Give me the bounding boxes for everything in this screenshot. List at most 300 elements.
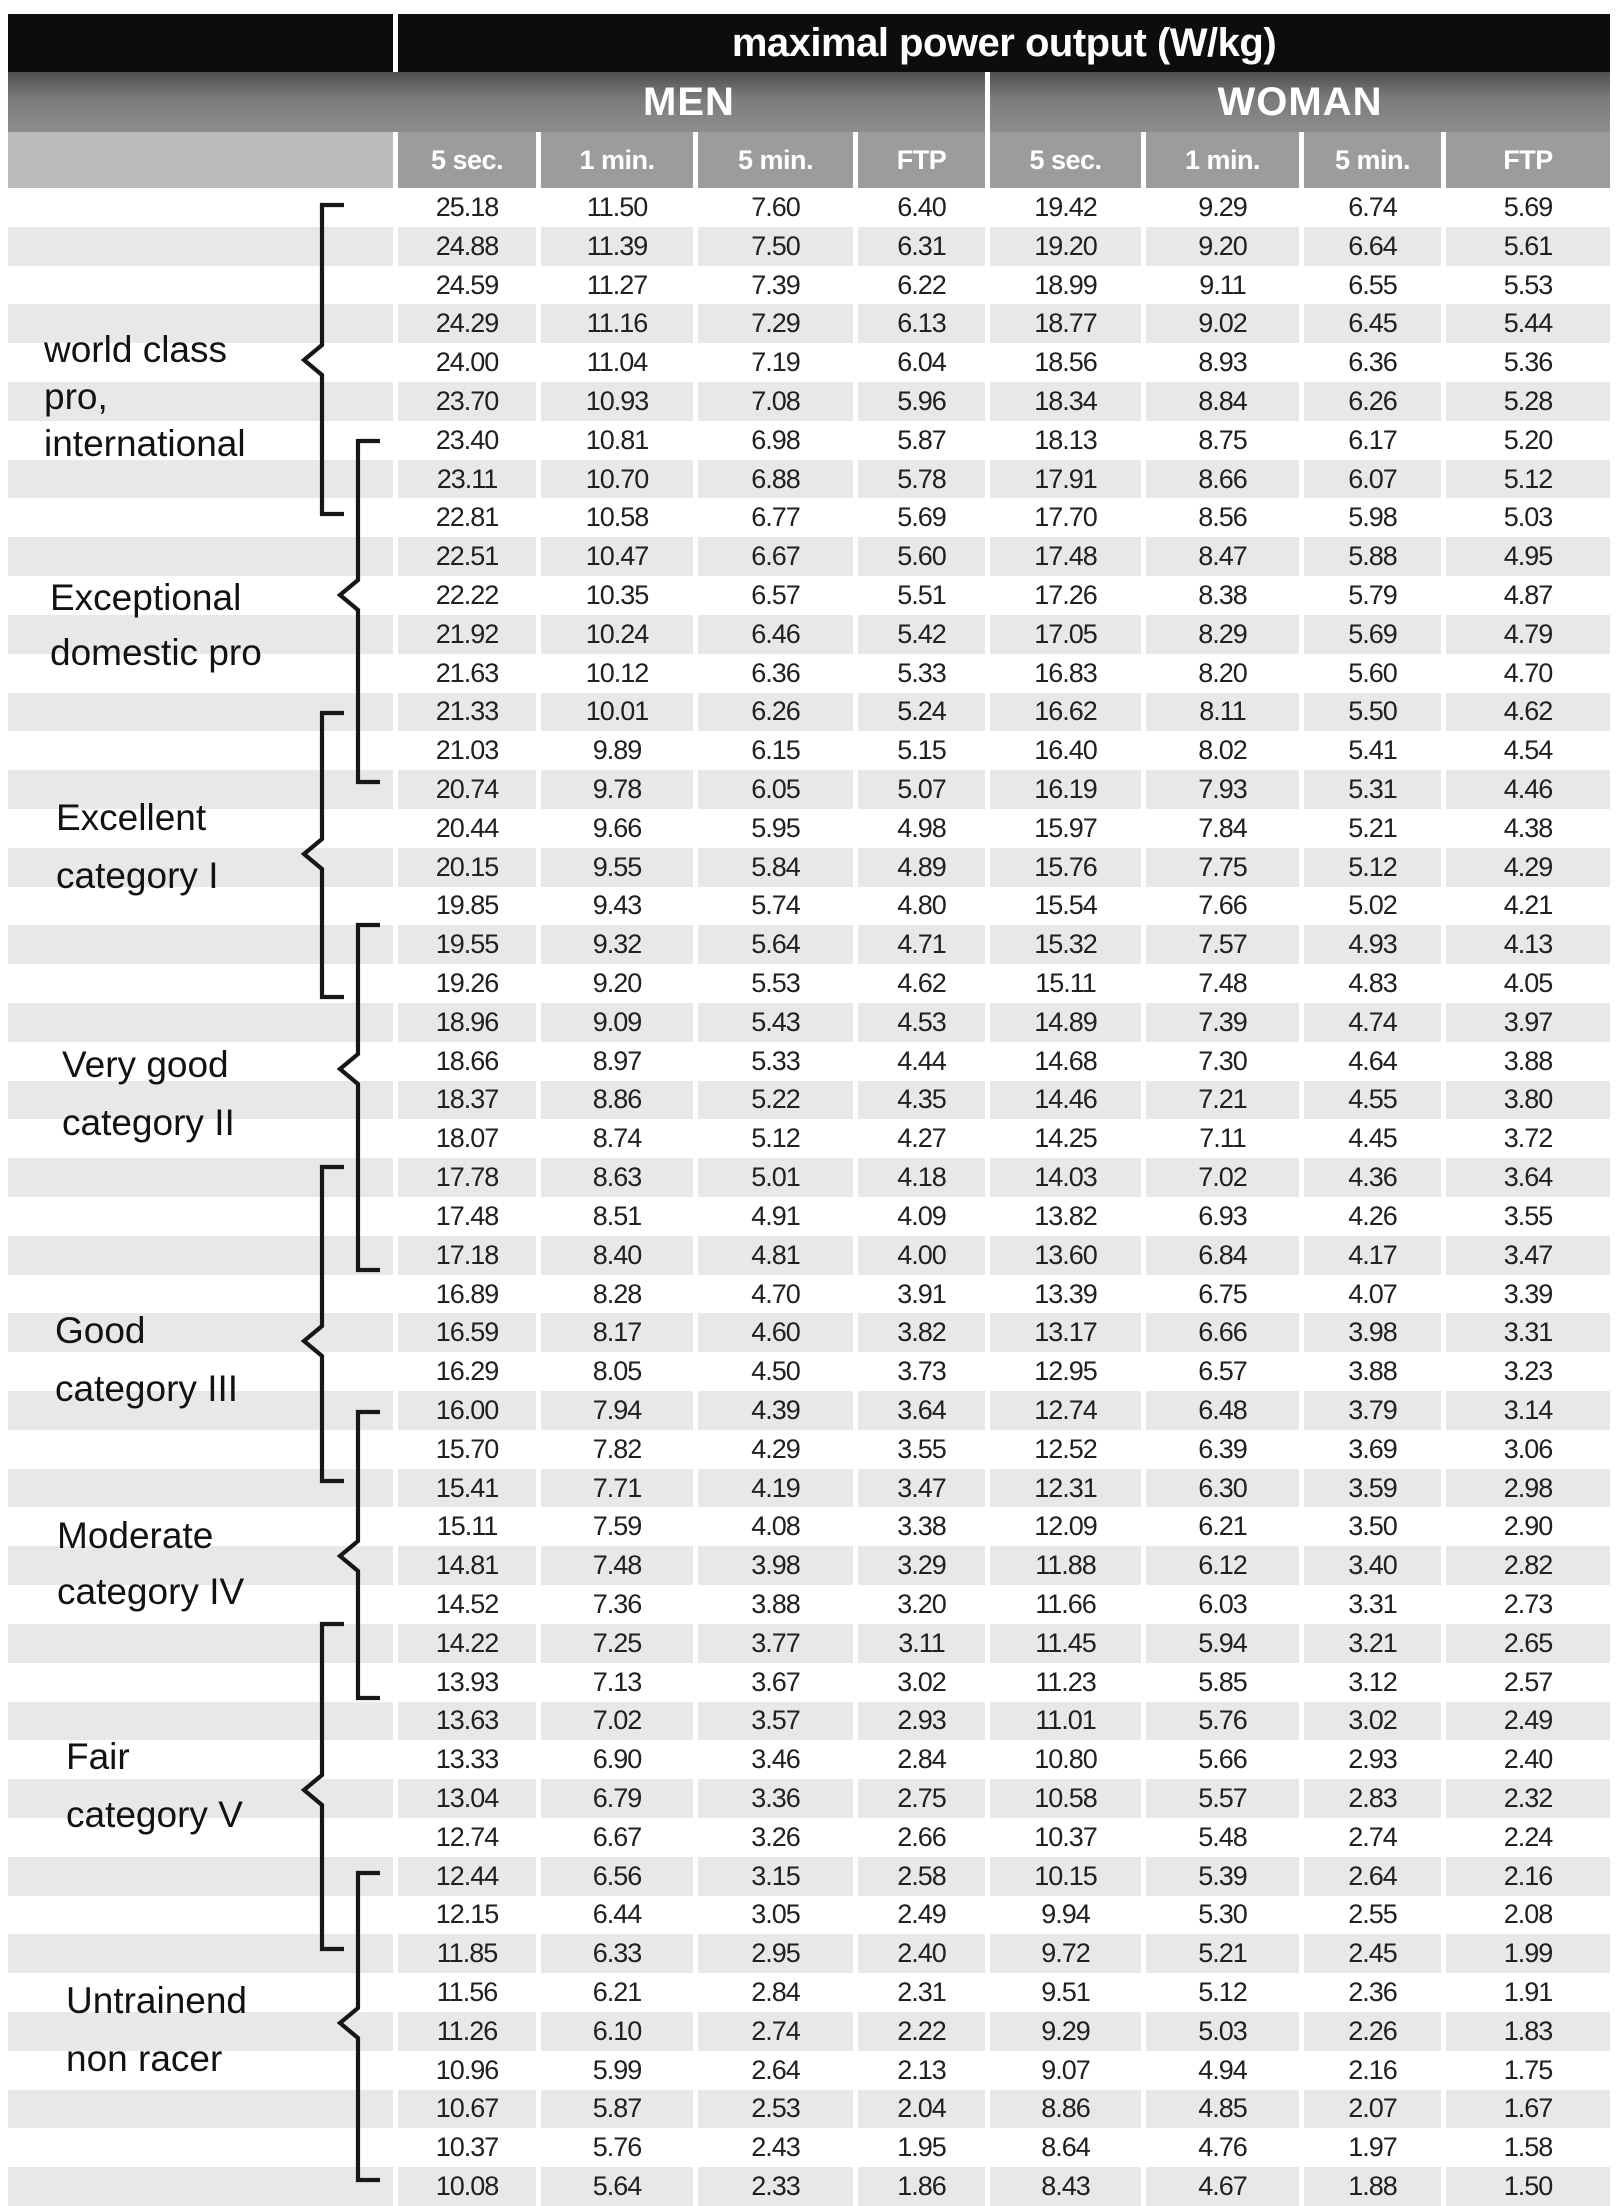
- value-cell: 14.68: [1034, 1045, 1097, 1076]
- value-cell: 14.52: [435, 1588, 499, 1619]
- table-row: [8, 1740, 1610, 1779]
- value-cell: 11.39: [541, 227, 693, 266]
- value-cell: 5.60: [1348, 657, 1397, 688]
- value-cell: 6.05: [698, 770, 853, 809]
- value-cell: 6.22: [897, 269, 946, 300]
- table-row: [8, 1197, 1610, 1236]
- table-row: [8, 1313, 1610, 1352]
- value-cell: 7.02: [541, 1702, 693, 1741]
- value-cell: 4.44: [897, 1045, 946, 1076]
- value-cell: 5.98: [1348, 502, 1397, 533]
- value-cell: 16.83: [1034, 657, 1097, 688]
- value-cell: 18.56: [1034, 347, 1097, 378]
- value-cell: 21.03: [435, 735, 499, 766]
- value-cell: 14.25: [1034, 1123, 1097, 1154]
- value-cell: 12.15: [435, 1899, 499, 1930]
- value-cell: 11.04: [586, 347, 648, 378]
- value-cell: 6.57: [751, 579, 800, 610]
- value-cell: 4.35: [858, 1081, 985, 1120]
- value-cell: 10.24: [541, 615, 693, 654]
- value-cell: 4.27: [897, 1123, 946, 1154]
- group-header-men: MEN: [8, 72, 985, 132]
- value-cell: 8.28: [592, 1278, 642, 1309]
- value-cell: 8.47: [1146, 537, 1299, 576]
- value-cell: 4.81: [698, 1236, 853, 1275]
- value-cell: 3.47: [858, 1469, 985, 1508]
- value-cell: 14.81: [398, 1546, 536, 1585]
- value-cell: 18.66: [435, 1045, 499, 1076]
- table-row: [8, 188, 1610, 227]
- category-label-line: category III: [55, 1368, 239, 1409]
- value-cell: 8.86: [990, 2090, 1141, 2129]
- table-row: [8, 2167, 1610, 2206]
- value-cell: 10.81: [585, 424, 649, 455]
- value-cell: 5.48: [1198, 1821, 1247, 1852]
- value-cell: 6.90: [592, 1744, 642, 1775]
- row-gutter-cell: [8, 2090, 393, 2129]
- value-cell: 5.03: [1146, 2012, 1299, 2051]
- value-cell: 24.59: [435, 269, 499, 300]
- value-cell: 4.70: [751, 1278, 800, 1309]
- value-cell: 19.42: [1034, 191, 1097, 222]
- table-row: [8, 266, 1610, 305]
- value-cell: 1.95: [897, 2132, 946, 2163]
- value-cell: 2.95: [698, 1934, 853, 1973]
- value-cell: 10.70: [541, 460, 693, 499]
- value-cell: 4.38: [1503, 812, 1553, 843]
- value-cell: 6.36: [751, 657, 800, 688]
- value-cell: 7.71: [541, 1469, 693, 1508]
- value-cell: 2.16: [1348, 2054, 1397, 2085]
- value-cell: 6.44: [592, 1899, 642, 1930]
- table-row: [8, 2090, 1610, 2129]
- value-cell: 10.58: [585, 502, 649, 533]
- row-gutter-cell: [8, 2167, 393, 2206]
- value-cell: 5.30: [1198, 1899, 1247, 1930]
- value-cell: 13.33: [435, 1744, 499, 1775]
- value-cell: 1.50: [1446, 2167, 1610, 2206]
- value-cell: 2.75: [858, 1779, 985, 1818]
- value-cell: 10.58: [990, 1779, 1141, 1818]
- value-cell: 7.08: [698, 382, 853, 421]
- category-label-line: Untrainend: [66, 1980, 248, 2021]
- column-header-woman-5min: 5 min.: [1304, 132, 1441, 188]
- value-cell: 5.78: [858, 460, 985, 499]
- value-cell: 22.22: [435, 579, 499, 610]
- value-cell: 5.21: [1146, 1934, 1299, 1973]
- value-cell: 8.56: [1198, 502, 1247, 533]
- category-label-line: Good: [55, 1310, 146, 1351]
- value-cell: 8.75: [1198, 424, 1247, 455]
- value-cell: 12.74: [990, 1391, 1141, 1430]
- value-cell: 10.37: [1034, 1821, 1097, 1852]
- value-cell: 4.18: [858, 1158, 985, 1197]
- value-cell: 6.04: [897, 347, 946, 378]
- value-cell: 11.88: [990, 1546, 1141, 1585]
- table-row: [8, 2012, 1610, 2051]
- value-cell: 3.29: [858, 1546, 985, 1585]
- value-cell: 5.88: [1304, 537, 1441, 576]
- value-cell: 17.18: [398, 1236, 536, 1275]
- value-cell: 4.50: [751, 1356, 800, 1387]
- value-cell: 4.94: [1198, 2054, 1247, 2085]
- value-cell: 2.53: [698, 2090, 853, 2129]
- value-cell: 2.82: [1446, 1546, 1610, 1585]
- table-row: [8, 2128, 1610, 2167]
- value-cell: 3.91: [897, 1278, 946, 1309]
- value-cell: 4.79: [1446, 615, 1610, 654]
- value-cell: 22.51: [398, 537, 536, 576]
- value-cell: 3.82: [858, 1313, 985, 1352]
- value-cell: 15.54: [1034, 890, 1097, 921]
- value-cell: 7.39: [1146, 1003, 1299, 1042]
- value-cell: 5.01: [698, 1158, 853, 1197]
- value-cell: 4.89: [858, 848, 985, 887]
- table-row: [8, 848, 1610, 887]
- value-cell: 6.93: [1198, 1200, 1247, 1231]
- value-cell: 10.67: [398, 2090, 536, 2129]
- page-title: maximal power output (W/kg): [398, 14, 1610, 72]
- value-cell: 17.05: [990, 615, 1141, 654]
- value-cell: 5.84: [698, 848, 853, 887]
- value-cell: 10.93: [541, 382, 693, 421]
- value-cell: 10.12: [585, 657, 649, 688]
- value-cell: 6.98: [751, 424, 800, 455]
- column-header-bar: [8, 132, 1610, 188]
- value-cell: 12.95: [1034, 1356, 1097, 1387]
- value-cell: 20.44: [435, 812, 499, 843]
- value-cell: 6.36: [1348, 347, 1397, 378]
- value-cell: 9.29: [1198, 191, 1247, 222]
- column-header-men-ftp: FTP: [858, 132, 985, 188]
- value-cell: 11.01: [990, 1702, 1141, 1741]
- value-cell: 9.55: [541, 848, 693, 887]
- row-gutter-cell: [8, 1236, 393, 1275]
- value-cell: 21.63: [435, 657, 499, 688]
- value-cell: 9.78: [541, 770, 693, 809]
- value-cell: 9.11: [1199, 269, 1246, 300]
- value-cell: 5.53: [751, 968, 800, 999]
- value-cell: 4.93: [1304, 925, 1441, 964]
- value-cell: 8.64: [1041, 2132, 1090, 2163]
- value-cell: 5.87: [541, 2090, 693, 2129]
- value-cell: 2.98: [1446, 1469, 1610, 1508]
- group-header-woman: WOMAN: [990, 72, 1610, 132]
- value-cell: 17.48: [990, 537, 1141, 576]
- value-cell: 7.21: [1146, 1081, 1299, 1120]
- value-cell: 2.49: [897, 1899, 946, 1930]
- row-gutter-cell: [8, 188, 393, 227]
- value-cell: 7.36: [592, 1588, 642, 1619]
- value-cell: 4.62: [897, 968, 946, 999]
- value-cell: 3.80: [1446, 1081, 1610, 1120]
- value-cell: 4.55: [1304, 1081, 1441, 1120]
- value-cell: 4.87: [1503, 579, 1553, 610]
- table-row: [8, 1973, 1610, 2012]
- value-cell: 6.79: [541, 1779, 693, 1818]
- value-cell: 17.91: [990, 460, 1141, 499]
- value-cell: 5.12: [1446, 460, 1610, 499]
- value-cell: 5.95: [751, 812, 800, 843]
- value-cell: 8.40: [541, 1236, 693, 1275]
- value-cell: 3.12: [1348, 1666, 1397, 1697]
- value-cell: 20.15: [398, 848, 536, 887]
- row-gutter-cell: [8, 498, 393, 537]
- value-cell: 3.31: [1348, 1588, 1397, 1619]
- value-cell: 2.22: [858, 2012, 985, 2051]
- table-row: [8, 964, 1610, 1003]
- value-cell: 4.09: [897, 1200, 946, 1231]
- value-cell: 2.40: [858, 1934, 985, 1973]
- value-cell: 7.25: [541, 1624, 693, 1663]
- value-cell: 7.50: [698, 227, 853, 266]
- value-cell: 3.26: [751, 1821, 800, 1852]
- table-row: [8, 421, 1610, 460]
- table-row: [8, 1352, 1610, 1391]
- category-label-line: international: [44, 423, 246, 464]
- value-cell: 4.17: [1304, 1236, 1441, 1275]
- table-row: [8, 343, 1610, 382]
- category-label-line: category II: [62, 1102, 235, 1143]
- value-cell: 5.79: [1348, 579, 1397, 610]
- row-gutter-cell: [8, 1857, 393, 1896]
- value-cell: 6.84: [1146, 1236, 1299, 1275]
- value-cell: 1.75: [1503, 2054, 1553, 2085]
- value-cell: 6.12: [1146, 1546, 1299, 1585]
- value-cell: 5.94: [1146, 1624, 1299, 1663]
- value-cell: 7.59: [592, 1511, 642, 1542]
- table-row: [8, 1236, 1610, 1275]
- value-cell: 6.26: [698, 693, 853, 732]
- row-gutter-cell: [8, 1430, 393, 1469]
- value-cell: 7.57: [1146, 925, 1299, 964]
- value-cell: 4.83: [1348, 968, 1397, 999]
- value-cell: 5.66: [1198, 1744, 1247, 1775]
- value-cell: 6.17: [1348, 424, 1397, 455]
- value-cell: 9.51: [1041, 1977, 1090, 2008]
- value-cell: 9.43: [592, 890, 642, 921]
- value-cell: 5.33: [751, 1045, 800, 1076]
- value-cell: 11.50: [586, 191, 648, 222]
- table-row: [8, 1818, 1610, 1857]
- row-gutter-cell: [8, 1158, 393, 1197]
- value-cell: 7.11: [1199, 1123, 1246, 1154]
- category-label: [62, 1036, 235, 1152]
- value-cell: 12.31: [990, 1469, 1141, 1508]
- table-row: [8, 1158, 1610, 1197]
- value-cell: 5.61: [1446, 227, 1610, 266]
- value-cell: 3.02: [897, 1666, 946, 1697]
- value-cell: 7.82: [592, 1433, 642, 1464]
- value-cell: 9.07: [1041, 2054, 1090, 2085]
- column-header-woman-1min: 1 min.: [1146, 132, 1299, 188]
- value-cell: 4.29: [1446, 848, 1610, 887]
- table-row: [8, 1934, 1610, 1973]
- value-cell: 4.39: [698, 1391, 853, 1430]
- value-cell: 2.57: [1503, 1666, 1553, 1697]
- table-row: [8, 1896, 1610, 1935]
- category-label-line: pro,: [44, 376, 108, 417]
- value-cell: 12.09: [1034, 1511, 1097, 1542]
- category-label-line: Fair: [66, 1736, 130, 1777]
- value-cell: 5.87: [897, 424, 946, 455]
- value-cell: 5.74: [751, 890, 800, 921]
- column-header-men-5sec: 5 sec.: [398, 132, 536, 188]
- value-cell: 2.04: [858, 2090, 985, 2129]
- value-cell: 11.45: [990, 1624, 1141, 1663]
- value-cell: 7.60: [751, 191, 800, 222]
- value-cell: 2.84: [751, 1977, 800, 2008]
- value-cell: 2.33: [698, 2167, 853, 2206]
- value-cell: 3.77: [698, 1624, 853, 1663]
- value-cell: 4.95: [1446, 537, 1610, 576]
- table-row: [8, 304, 1610, 343]
- value-cell: 3.47: [1446, 1236, 1610, 1275]
- value-cell: 10.35: [585, 579, 649, 610]
- value-cell: 5.42: [858, 615, 985, 654]
- value-cell: 3.31: [1446, 1313, 1610, 1352]
- value-cell: 4.98: [897, 812, 946, 843]
- value-cell: 7.75: [1146, 848, 1299, 887]
- value-cell: 16.29: [435, 1356, 499, 1387]
- value-cell: 6.31: [858, 227, 985, 266]
- value-cell: 5.20: [1503, 424, 1553, 455]
- value-cell: 5.69: [1304, 615, 1441, 654]
- value-cell: 6.10: [541, 2012, 693, 2051]
- value-cell: 18.37: [398, 1081, 536, 1120]
- value-cell: 5.36: [1503, 347, 1553, 378]
- value-cell: 3.55: [897, 1433, 946, 1464]
- table-row: [8, 1003, 1610, 1042]
- value-cell: 2.58: [858, 1857, 985, 1896]
- value-cell: 3.40: [1304, 1546, 1441, 1585]
- value-cell: 3.57: [698, 1702, 853, 1741]
- value-cell: 18.99: [1034, 269, 1097, 300]
- value-cell: 6.48: [1146, 1391, 1299, 1430]
- category-label: [55, 1302, 238, 1418]
- value-cell: 4.05: [1503, 968, 1553, 999]
- value-cell: 10.37: [435, 2132, 499, 2163]
- value-cell: 3.72: [1503, 1123, 1553, 1154]
- value-cell: 4.70: [1503, 657, 1553, 688]
- row-gutter-cell: [8, 1469, 393, 1508]
- value-cell: 3.88: [1503, 1045, 1553, 1076]
- table-row: [8, 2051, 1610, 2090]
- value-cell: 4.29: [751, 1433, 800, 1464]
- value-cell: 16.89: [435, 1278, 499, 1309]
- value-cell: 2.65: [1446, 1624, 1610, 1663]
- category-label: [50, 570, 262, 680]
- value-cell: 8.29: [1146, 615, 1299, 654]
- value-cell: 4.91: [751, 1200, 800, 1231]
- value-cell: 3.38: [897, 1511, 946, 1542]
- value-cell: 1.83: [1446, 2012, 1610, 2051]
- value-cell: 8.66: [1146, 460, 1299, 499]
- value-cell: 5.28: [1446, 382, 1610, 421]
- category-label-line: Exceptional: [50, 577, 242, 618]
- value-cell: 6.21: [592, 1977, 642, 2008]
- value-cell: 19.26: [435, 968, 499, 999]
- value-cell: 3.88: [751, 1588, 800, 1619]
- value-cell: 9.66: [592, 812, 642, 843]
- row-gutter-cell: [8, 2128, 393, 2167]
- table-row: [8, 1857, 1610, 1896]
- value-cell: 6.39: [1198, 1433, 1247, 1464]
- category-label-line: non racer: [66, 2038, 223, 2079]
- value-cell: 7.84: [1198, 812, 1247, 843]
- value-cell: 24.88: [398, 227, 536, 266]
- value-cell: 5.76: [1146, 1702, 1299, 1741]
- table-row: [8, 887, 1610, 926]
- value-cell: 14.46: [990, 1081, 1141, 1120]
- value-cell: 3.64: [1446, 1158, 1610, 1197]
- value-cell: 9.20: [1146, 227, 1299, 266]
- value-cell: 10.08: [398, 2167, 536, 2206]
- value-cell: 9.72: [990, 1934, 1141, 1973]
- column-header-woman-ftp: FTP: [1446, 132, 1610, 188]
- value-cell: 2.74: [698, 2012, 853, 2051]
- value-cell: 16.40: [1034, 735, 1097, 766]
- value-cell: 4.46: [1446, 770, 1610, 809]
- value-cell: 5.53: [1503, 269, 1553, 300]
- value-cell: 6.07: [1304, 460, 1441, 499]
- value-cell: 4.21: [1503, 890, 1553, 921]
- value-cell: 18.13: [1034, 424, 1097, 455]
- value-cell: 8.93: [1198, 347, 1247, 378]
- value-cell: 17.48: [435, 1200, 499, 1231]
- value-cell: 19.85: [435, 890, 499, 921]
- value-cell: 1.97: [1348, 2132, 1397, 2163]
- value-cell: 7.66: [1198, 890, 1247, 921]
- value-cell: 6.75: [1198, 1278, 1247, 1309]
- value-cell: 5.21: [1348, 812, 1397, 843]
- category-label-line: domestic pro: [50, 632, 262, 673]
- column-header-woman-5sec: 5 sec.: [990, 132, 1141, 188]
- value-cell: 3.98: [1304, 1313, 1441, 1352]
- value-cell: 3.79: [1304, 1391, 1441, 1430]
- group-header-bar: [8, 72, 1610, 132]
- value-cell: 4.07: [1348, 1278, 1397, 1309]
- table-row: [8, 382, 1610, 421]
- value-cell: 2.64: [751, 2054, 800, 2085]
- row-gutter-cell: [8, 693, 393, 732]
- value-cell: 7.30: [1198, 1045, 1247, 1076]
- value-cell: 3.06: [1503, 1433, 1553, 1464]
- value-cell: 8.74: [592, 1123, 642, 1154]
- value-cell: 6.66: [1146, 1313, 1299, 1352]
- column-header-gutter: [8, 132, 393, 188]
- value-cell: 11.23: [1035, 1666, 1096, 1697]
- value-cell: 6.03: [1198, 1588, 1247, 1619]
- value-cell: 7.02: [1146, 1158, 1299, 1197]
- value-cell: 15.70: [435, 1433, 499, 1464]
- value-cell: 11.66: [1035, 1588, 1096, 1619]
- value-cell: 16.59: [398, 1313, 536, 1352]
- value-cell: 24.00: [435, 347, 499, 378]
- value-cell: 2.43: [751, 2132, 800, 2163]
- category-label: [44, 326, 246, 467]
- value-cell: 3.59: [1304, 1469, 1441, 1508]
- table-row: [8, 1469, 1610, 1508]
- value-cell: 4.53: [858, 1003, 985, 1042]
- table-row: [8, 809, 1610, 848]
- value-cell: 5.33: [897, 657, 946, 688]
- value-cell: 7.29: [698, 304, 853, 343]
- table-row: [8, 1624, 1610, 1663]
- value-cell: 4.71: [858, 925, 985, 964]
- value-cell: 23.70: [398, 382, 536, 421]
- value-cell: 3.39: [1503, 1278, 1553, 1309]
